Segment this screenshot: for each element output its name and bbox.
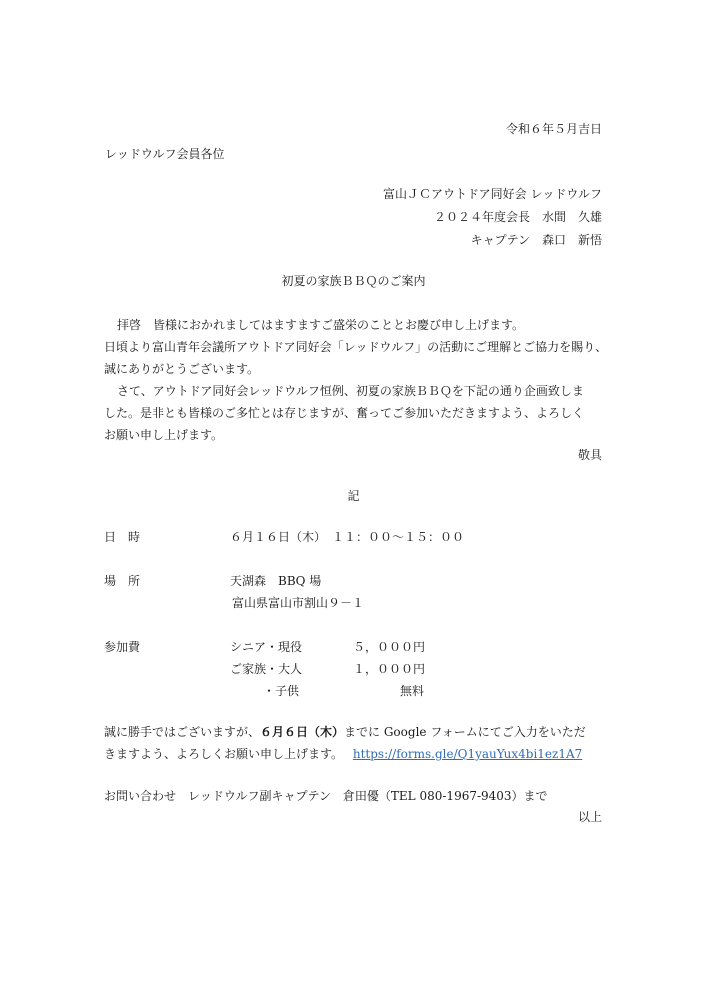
fee-category: ・子供 [263,684,300,698]
fee-amount: 無料 [400,684,425,698]
fee-amount: ５，０００円 [353,640,426,654]
deadline-date: ６月６日（木） [260,725,345,739]
place-name: 天湖森 BBQ 場 [230,574,322,588]
body-paragraph-line: さて、アウトドア同好会レッドウルフ恒例、初夏の家族ＢＢＱを下記の通り企画致しま [117,384,584,398]
request-text: までに Google フォームにてご入力をいただ [344,725,586,739]
body-paragraph-line: 誠にありがとうございます。 [104,362,260,376]
addressee: レッドウルフ会員各位 [105,147,225,161]
request-text: 誠に勝手ではございますが、 [104,725,261,739]
fee-amount: １，０００円 [353,662,426,676]
body-paragraph-greeting: 拝啓 皆様におかれましてはますますご盛栄のこととお慶び申し上げます。 [117,318,525,332]
request-text: きますよう、よろしくお願い申し上げます。 [104,747,344,761]
fee-label: 参加費 [104,640,141,654]
request-line-2 [104,745,582,762]
request-line-1 [104,723,586,740]
datetime-value: ６月１６日（木） １１：００～１５：００ [230,530,465,544]
body-paragraph-line: 日頃より富山青年会議所アウトドア同好会「レッドウルフ」の活動にご理解とご協力を賜り、 [104,340,608,354]
body-paragraph-line: お願い申し上げます。 [104,428,224,442]
place-address: 富山県富山市割山９－１ [232,596,365,610]
end-ijou: 以上 [577,810,602,824]
place-label: 場 所 [104,574,141,588]
datetime-label: 日 時 [104,530,141,544]
fee-category: ご家族・大人 [230,662,303,676]
document-title: 初夏の家族ＢＢＱのご案内 [281,274,426,288]
sender-captain: キャプテン 森口 新悟 [470,233,602,247]
google-form-link[interactable]: https://forms.gle/Q1yauYux4bi1ez1A7 [352,747,583,761]
contact-info: お問い合わせ レッドウルフ副キャプテン 倉田優（TEL 080-1967-9403）まで [104,789,548,803]
ki-heading: 記 [347,489,360,503]
sender-organization: 富山ＪＣアウトドア同好会 レッドウルフ [383,187,602,201]
sender-chair: ２０２４年度会長 水間 久雄 [433,210,602,224]
body-paragraph-line: した。是非とも皆様のご多忙とは存じますが、奮ってご参加いただきますよう、よろしく [104,406,585,420]
fee-category: シニア・現役 [230,640,303,654]
document-date: 令和６年５月吉日 [505,122,602,136]
closing-keigu: 敬具 [577,448,602,462]
